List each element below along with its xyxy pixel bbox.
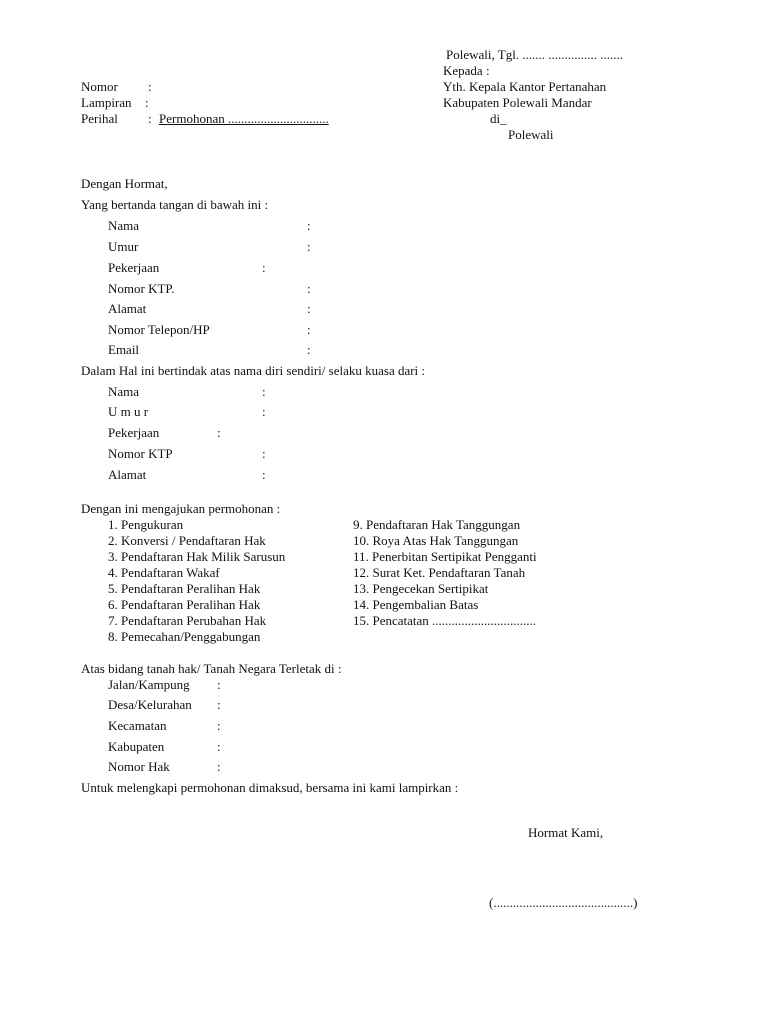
greeting: Dengan Hormat, (81, 176, 168, 191)
request-item: 14. Pengembalian Batas (353, 597, 479, 612)
signer-field-colon: : (307, 218, 311, 233)
signer-field-colon: : (307, 322, 311, 337)
proxy-field-colon: : (262, 404, 266, 419)
signer-field-colon: : (307, 301, 311, 316)
signer-intro: Yang bertanda tangan di bawah ini : (81, 197, 269, 212)
signer-field-colon: : (262, 260, 266, 275)
proxy-field-label: Nomor KTP (108, 446, 173, 461)
request-item: 13. Pengecekan Sertipikat (353, 581, 489, 596)
request-item: 15. Pencatatan ................................ (353, 613, 537, 628)
closing-regards: Hormat Kami, (528, 825, 604, 840)
request-item: 4. Pendaftaran Wakaf (108, 565, 220, 580)
recipient-city: Polewali (508, 127, 554, 142)
request-item: 3. Pendaftaran Hak Milik Sarusun (108, 549, 286, 564)
nomor-label: Nomor (81, 79, 118, 94)
proxy-field-label: U m u r (108, 404, 149, 419)
land-field-colon: : (217, 718, 221, 733)
request-item: 10. Roya Atas Hak Tanggungan (353, 533, 519, 548)
request-item: 1. Pengukuran (108, 517, 184, 532)
request-item: 2. Konversi / Pendaftaran Hak (108, 533, 266, 548)
lampiran-label: Lampiran (81, 95, 132, 110)
signer-field-label: Nama (108, 218, 140, 233)
proxy-intro: Dalam Hal ini bertindak atas nama diri sendiri/ selaku kuasa dari : (81, 363, 426, 378)
signer-field-label: Nomor Telepon/HP (108, 322, 210, 337)
proxy-field-label: Nama (108, 384, 140, 399)
lampiran-colon: : (145, 95, 149, 110)
signer-field-label: Alamat (108, 301, 147, 316)
signature-placeholder: (...........................................) (489, 895, 638, 910)
recipient-office: Kabupaten Polewali Mandar (443, 95, 592, 110)
perihal-colon: : (148, 111, 152, 126)
land-field-colon: : (217, 759, 221, 774)
attachments-intro: Untuk melengkapi permohonan dimaksud, bersama ini kami lampirkan : (81, 780, 459, 795)
signer-field-label: Nomor KTP. (108, 281, 175, 296)
perihal-value: Permohonan ............................... (159, 111, 329, 126)
land-field-label: Kabupaten (108, 739, 165, 754)
land-intro: Atas bidang tanah hak/ Tanah Negara Terletak di : (81, 661, 342, 676)
signer-field-colon: : (307, 239, 311, 254)
signer-field-label: Umur (108, 239, 139, 254)
proxy-field-label: Pekerjaan (108, 425, 160, 440)
land-field-colon: : (217, 739, 221, 754)
signer-field-colon: : (307, 281, 311, 296)
signer-field-label: Email (108, 342, 140, 357)
request-item: 11. Penerbitan Sertipikat Pengganti (353, 549, 537, 564)
request-item: 12. Surat Ket. Pendaftaran Tanah (353, 565, 526, 580)
land-field-label: Desa/Kelurahan (108, 697, 192, 712)
recipient-title: Yth. Kepala Kantor Pertanahan (443, 79, 607, 94)
land-field-colon: : (217, 697, 221, 712)
signer-field-colon: : (307, 342, 311, 357)
proxy-field-colon: : (262, 384, 266, 399)
request-item: 6. Pendaftaran Peralihan Hak (108, 597, 261, 612)
nomor-colon: : (148, 79, 152, 94)
land-field-label: Nomor Hak (108, 759, 170, 774)
land-field-label: Kecamatan (108, 718, 167, 733)
proxy-field-colon: : (262, 467, 266, 482)
proxy-field-colon: : (217, 425, 221, 440)
request-item: 5. Pendaftaran Peralihan Hak (108, 581, 261, 596)
place-date: Polewali, Tgl. ....... ............... ....... (446, 47, 624, 62)
request-intro: Dengan ini mengajukan permohonan : (81, 501, 281, 516)
signer-field-label: Pekerjaan (108, 260, 160, 275)
kepada-label: Kepada : (443, 63, 490, 78)
land-field-colon: : (217, 677, 221, 692)
request-item: 8. Pemecahan/Penggabungan (108, 629, 261, 644)
proxy-field-colon: : (262, 446, 266, 461)
recipient-di: di_ (490, 111, 507, 126)
request-item: 9. Pendaftaran Hak Tanggungan (353, 517, 521, 532)
land-field-label: Jalan/Kampung (108, 677, 190, 692)
perihal-label: Perihal (81, 111, 118, 126)
proxy-field-label: Alamat (108, 467, 147, 482)
request-item: 7. Pendaftaran Perubahan Hak (108, 613, 267, 628)
